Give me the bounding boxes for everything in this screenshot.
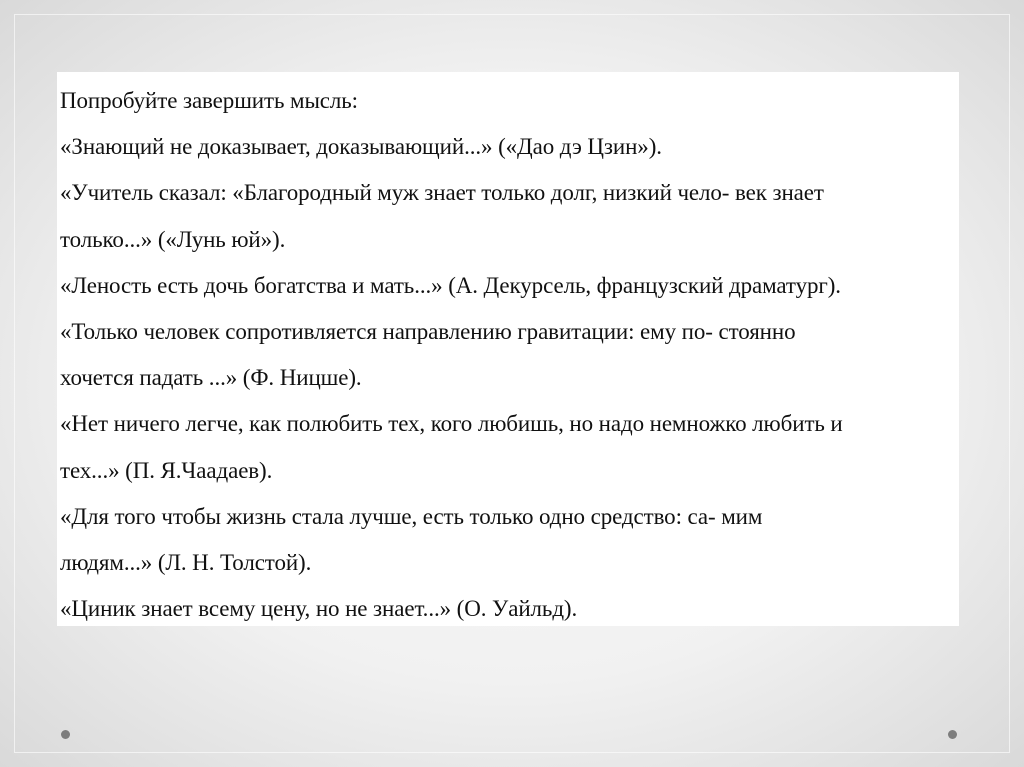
quote-line: «Учитель сказал: «Благородный муж знает только долг, низкий чело- век знает (60, 180, 824, 206)
quote-line: «Нет ничего легче, как полюбить тех, кого любишь, но надо немножко любить и (60, 411, 843, 437)
quote-line: «Леность есть дочь богатства и мать...» (А. Декурсель, французский драматург). (60, 272, 841, 298)
quote-line: только...» («Лунь юй»). (60, 226, 286, 252)
intro-line: Попробуйте завершить мысль: (60, 88, 358, 113)
quote-line: «Знающий не доказывает, доказывающий...» («Дао дэ Цзин»). (60, 134, 662, 160)
quote-line: тех...» (П. Я.Чаадаев). (60, 457, 273, 483)
quotes-text-box (57, 72, 959, 626)
decorative-dot-left (61, 730, 70, 739)
quote-line: хочется падать ...» (Ф. Ницше). (60, 365, 362, 391)
quote-line: «Циник знает всему цену, но не знает...» (О. Уайльд). (60, 596, 578, 622)
quote-line: «Для того чтобы жизнь стала лучше, есть только одно средство: са- мим (60, 503, 763, 529)
quote-line: «Только человек сопротивляется направлению гравитации: ему по- стоянно (60, 318, 796, 344)
decorative-dot-right (948, 730, 957, 739)
quote-line: людям...» (Л. Н. Толстой). (60, 549, 312, 575)
